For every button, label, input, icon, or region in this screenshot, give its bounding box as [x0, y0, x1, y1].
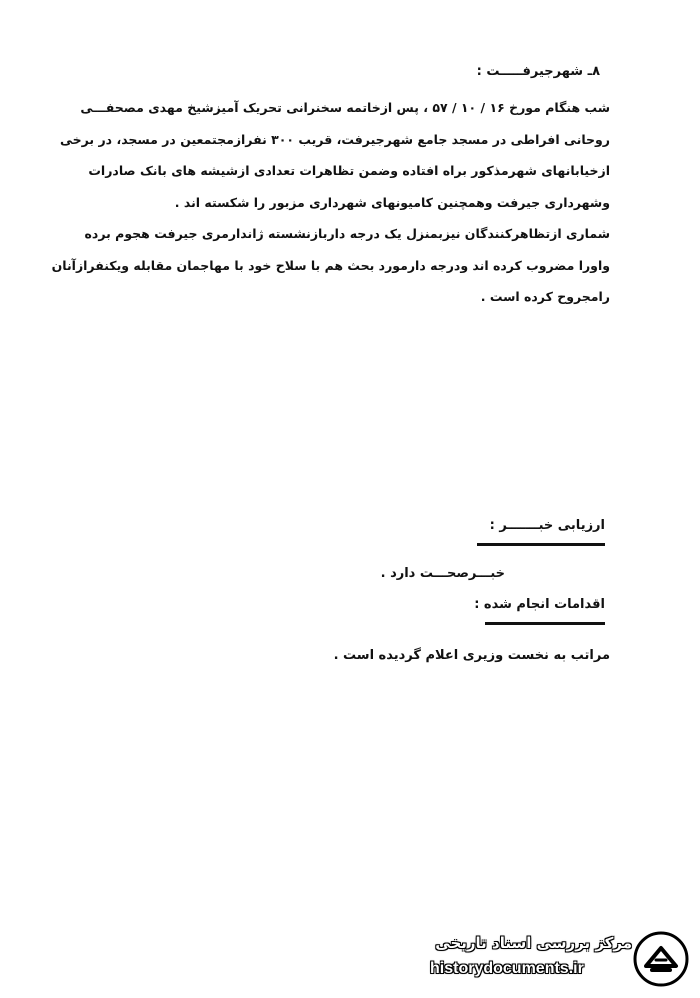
actions-underline — [485, 622, 605, 625]
body-line: واورا مضروب کرده اند ودرجه دارمورد بحث هم با سلاح خود با مهاجمان مقابله ویکنفرازآنان — [51, 257, 610, 273]
watermark-site: historydocuments.ir — [430, 960, 584, 977]
section-heading: ۸ـ شهرجیرفـــــت : — [476, 64, 600, 79]
body-line: شب هنگام مورخ ۱۶ / ۱۰ / ۵۷ ، پس ازخاتمه سخنرانی تحریک آمیزشیخ مهدی مصحفـــی — [80, 100, 610, 115]
body-line: شماری ازتظاهرکنندگان نیزبمنزل یک درجه داربازنشسته ژاندارمری جیرفت هجوم برده — [84, 226, 610, 241]
evaluation-label: ارزیابی خبـــــــر : — [489, 518, 605, 533]
watermark — [410, 930, 690, 988]
body-line: وشهرداری جیرفت وهمچنین کامیونهای شهرداری مزبور را شکسته اند . — [174, 194, 610, 210]
report-body — [51, 92, 610, 313]
actions-label: اقدامات انجام شده : — [474, 597, 605, 612]
body-line: روحانی افراطی در مسجد جامع شهرجیرفت، قریب ۳۰۰ نفرازمجتمعین در مسجد، در برخی — [60, 131, 610, 147]
actions-text: مراتب به نخست وزیری اعلام گردیده است . — [333, 648, 610, 663]
watermark-title: مرکز بررسی اسناد تاریخی — [435, 934, 632, 952]
evaluation-text: خبـــرصحـــت دارد . — [380, 566, 505, 581]
archive-logo-icon — [632, 930, 690, 988]
body-line: رامجروح کرده است . — [480, 289, 610, 304]
evaluation-underline — [477, 543, 605, 546]
body-line: ازخیابانهای شهرمذکور براه افتاده وضمن تظاهرات تعدادی ازشیشه های بانک صادرات — [88, 163, 610, 178]
